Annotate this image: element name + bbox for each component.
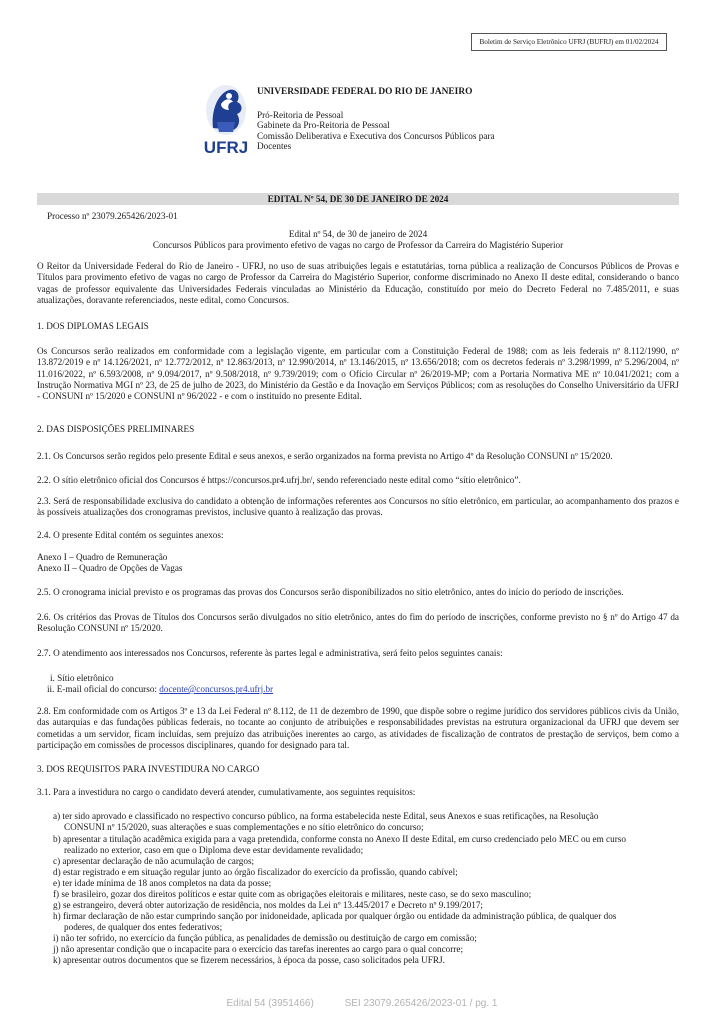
processo-number: Processo nº 23079.265426/2023-01 [47,211,178,221]
subtitle-edital: Edital nº 54, de 30 de janeiro de 2024 [288,229,428,239]
channel-email [47,684,273,695]
requirement-a-cont: CONSUNI nº 15/2020, suas alterações e suas complementações e no sítio eletrônico do concurso; [64,822,424,832]
annex-2: Anexo II – Quadro de Opções de Vagas [37,563,183,573]
section-1-text: Os Concursos serão realizados em conformidade com a legislação vigente, em particular com a Constituição Federal de 1988; com as leis federais nº 8.112/1990, nº 13.872/2019 e nº 14.126/2021, nº 12.772/2012, nº 12.863/2013, nº 12.990/2014, nº 13.146/2015, nº 13.656/2018; com os decretos federais nº 3.298/1999, nº 5.296/2004, nº 11.016/2022, nº 6.593/2008, nº 9.094/2017, nº 9.508/2018, nº 9.739/2019; com o Ofício Circular nº 26/2019-MP; com a Portaria Normativa ME nº 10.041/2021; com a Instrução Normativa MGI nº 23, de 25 de julho de 2023, do Ministério da Gestão e da Inovação em Serviços Públicos; com as resoluções do Conselho Universitário da UFRJ - CONSUNI nº 15/2020 e CONSUNI nº 96/2022 - e com o instituído no presente Edital. [37,346,679,402]
requirement-i: i) não ter sofrido, no exercício da função pública, as penalidades de demissão ou destituição de cargo em comissão; [53,933,477,943]
requirement-g: g) se estrangeiro, deverá obter autorização de residência, nos moldes da Lei nº 13.445/2017 e Decreto nº 9.199/2017; [53,900,483,910]
paragraph-2-2: 2.2. O sítio eletrônico oficial dos Concursos é https://concursos.pr4.ufrj.br/, sendo referenciado neste edital como “sítio eletrônico”. [37,475,521,485]
bulletin-stamp: Boletim de Serviço Eletrônico UFRJ (BUFRJ) em 01/02/2024 [471,33,667,51]
channel-website: i. Sítio eletrônico [50,673,114,683]
header-line-1: Pró-Reitoria de Pessoal [257,109,344,120]
edital-title: EDITAL Nº 54, DE 30 DE JANEIRO DE 2024 [37,193,679,205]
paragraph-2-4: 2.4. O presente Edital contém os seguintes anexos: [37,530,224,540]
section-3-title: 3. DOS REQUISITOS PARA INVESTIDURA NO CARGO [37,764,260,774]
requirement-d: d) estar registrado e em situação regular junto ao órgão fiscalizador do exercício da profissão, quando cabível; [53,867,458,877]
requirement-a: a) ter sido aprovado e classificado no respectivo concurso público, na forma estabelecida neste Edital, seus Anexos e suas retificações, na Resolução [53,811,599,821]
ufrj-logo [199,82,253,158]
requirement-c: c) apresentar declaração de não acumulação de cargos; [53,856,255,866]
channel-email-label: ii. E-mail oficial do concurso: [47,684,160,694]
paragraph-2-5: 2.5. O cronograma inicial previsto e os programas das provas dos Concursos serão disponibilizados no sítio eletrônico, antes do início do período de inscrições. [37,587,624,597]
requirement-k: k) apresentar outros documentos que se fizerem necessários, à época da posse, caso solicitados pela UFRJ. [53,955,445,965]
subtitle-concursos: Concursos Públicos para provimento efetivo de vagas no cargo de Professor da Carreira do Magistério Superior [152,240,564,250]
paragraph-2-8: 2.8. Em conformidade com os Artigos 3º e 13 da Lei Federal nº 8.112, de 11 de dezembro de 1990, que dispõe sobre o regime jurídico dos servidores públicos civis da União, das autarquias e das fundações públicas federais, no tocante ao conjunto de atribuições e responsabilidades previstas na estrutura organizacional da UFRJ que devem ser cometidas a um servidor, ficam incluídas, sem prejuízo das atribuições inerentes ao cargo, as atividades de fiscalização de contratos de prestação de serviços, bem como a participação em comissões de processos disciplinares, quando for designado para tal. [37,706,679,750]
requirement-f: f) se brasileiro, gozar dos direitos políticos e estar quite com as obrigações eleitorais e militares, neste caso, se do sexo masculino; [53,889,532,899]
header-line-4: Docentes [257,141,292,152]
paragraph-2-6: 2.6. Os critérios das Provas de Títulos dos Concursos serão divulgados no sítio eletrônico, antes do fim do período de inscrições, conforme previsto no § nº do Artigo 47 da Resolução CONSUNI nº 15/2020. [37,612,679,634]
requirement-b: b) apresentar a titulação acadêmica exigida para a vaga pretendida, conforme consta no Anexo II deste Edital, em curso credenciado pelo MEC ou em curso [53,834,626,844]
requirement-e: e) ter idade mínima de 18 anos completos na data da posse; [53,878,272,888]
section-2-title: 2. DAS DISPOSIÇÕES PRELIMINARES [37,424,195,434]
intro-paragraph: O Reitor da Universidade Federal do Rio de Janeiro - UFRJ, no uso de suas atribuições legais e estatutárias, torna pública a realização de Concursos Públicos de Provas e Títulos para provimento efetivo de vagas no cargo de Professor da Carreira do Magistério Superior, conforme discriminado no Anexo II deste edital, considerando o banco vagas de professor equivalente das Universidades Federais vinculadas ao Ministério da Educação, constituído por meio do Decreto Federal no 7.485/2011, e suas atualizações, doravante referenciados, neste edital, como Concursos. [37,261,679,305]
requirement-h: h) firmar declaração de não estar cumprindo sanção por inidoneidade, aplicada por qualquer órgão ou entidade da administração pública, de qualquer dos [53,911,617,921]
footer-document-id: Edital 54 (3951466) [226,998,314,1009]
section-1-title: 1. DOS DIPLOMAS LEGAIS [37,321,149,331]
header-line-2: Gabinete da Pro-Reitoria de Pessoal [257,120,390,131]
requirement-j: j) não apresentar condição que o incapacite para o exercício das tarefas inerentes ao cargo para o qual concorre; [53,944,463,954]
institution-header [257,87,557,152]
footer-sei-page: SEI 23079.265426/2023-01 / pg. 1 [344,998,498,1009]
paragraph-3-1: 3.1. Para a investidura no cargo o candidato deverá atender, cumulativamente, aos seguintes requisitos: [37,787,416,797]
paragraph-2-3: 2.3. Será de responsabilidade exclusiva do candidato a obtenção de informações referentes aos Concursos no sítio eletrônico, em particular, ao acompanhamento dos prazos e às possíveis atualizações dos cronogramas previstos, inclusive quanto à realização das provas. [37,496,679,518]
university-name: UNIVERSIDADE FEDERAL DO RIO DE JANEIRO [257,87,473,97]
requirement-b-cont: realizado no exterior, caso em que o Diploma deve estar devidamente revalidado; [64,845,364,855]
paragraph-2-1: 2.1. Os Concursos serão regidos pelo presente Edital e seus anexos, e serão organizados na forma prevista no Artigo 4º da Resolução CONSUNI nº 15/2020. [37,451,613,461]
header-line-3: Comissão Deliberativa e Executiva dos Concursos Públicos para [257,130,495,141]
ufrj-minerva-emblem-icon [199,82,253,158]
logo-text: UFRJ [203,138,249,157]
email-link[interactable]: docente@concursos.pr4.ufrj.br [159,684,274,694]
annex-1: Anexo I – Quadro de Remuneração [37,552,168,562]
paragraph-2-7: 2.7. O atendimento aos interessados nos Concursos, referente às partes legal e administrativa, será feito pelos seguintes canais: [37,648,503,658]
page-footer [0,998,724,1009]
requirement-h-cont: poderes, de qualquer dos entes federativos; [64,922,223,932]
